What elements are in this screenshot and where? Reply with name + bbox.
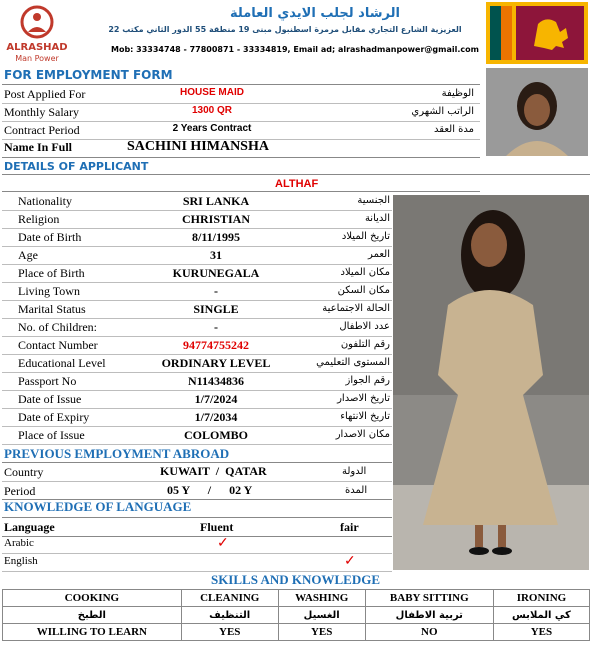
- name-label: Name In Full: [4, 140, 73, 154]
- employment-section-title: FOR EMPLOYMENT FORM: [4, 68, 173, 82]
- fair-header: fair: [340, 520, 359, 534]
- field-value: CHRISTIAN: [181, 212, 250, 226]
- skills-table: [2, 589, 590, 641]
- fluent-check: ✓: [217, 536, 229, 551]
- skill-header: WASHING: [278, 590, 365, 607]
- period-row: [2, 481, 392, 500]
- language-row: [2, 535, 392, 554]
- field-value: 31: [210, 248, 222, 262]
- field-label: Living Town: [18, 284, 80, 298]
- skill-header: IRONING: [493, 590, 589, 607]
- field-label-ar: الحالة الاجتماعية: [322, 303, 390, 314]
- sri-lanka-flag: [486, 2, 588, 64]
- field-label: Post Applied For: [4, 87, 86, 101]
- field-label: Religion: [18, 212, 60, 226]
- field-label-ar: الجنسية: [357, 195, 390, 206]
- field-label: Monthly Salary: [4, 105, 79, 119]
- applicant-row: [2, 372, 392, 391]
- field-value: -: [214, 284, 218, 298]
- name-row: [2, 139, 480, 158]
- period-value: 05 Y / 02 Y: [167, 483, 253, 497]
- applicant-photo-portrait: [486, 68, 588, 156]
- language-name: Arabic: [4, 537, 34, 549]
- employment-row: [2, 85, 480, 104]
- logo-subtext: Man Power: [15, 54, 59, 63]
- skill-header-ar: كي الملابس: [493, 607, 589, 624]
- field-label-ar: الديانة: [364, 213, 390, 224]
- field-label-ar: عدد الاطفال: [339, 321, 390, 332]
- skill-header-ar: تربية الاطفال: [365, 607, 493, 624]
- language-header-label: Language: [4, 520, 55, 534]
- field-label: Marital Status: [18, 302, 86, 316]
- fluent-header: Fluent: [200, 520, 234, 534]
- field-value: 1/7/2024: [194, 392, 238, 406]
- skill-value: YES: [493, 624, 589, 641]
- field-label-ar: مدة العقد: [434, 124, 474, 135]
- field-label: Place of Issue: [18, 428, 85, 442]
- field-value: ORDINARY LEVEL: [161, 356, 271, 370]
- field-value: -: [214, 320, 218, 334]
- applicant-row: [2, 228, 392, 247]
- applicant-row: [2, 210, 392, 229]
- field-value: KURUNEGALA: [172, 266, 260, 280]
- applicant-row: [2, 354, 392, 373]
- field-label-ar: تاريخ الاصدار: [337, 393, 390, 404]
- skill-header: COOKING: [3, 590, 182, 607]
- skill-header-ar: التنظيف: [181, 607, 278, 624]
- language-name: English: [4, 555, 38, 567]
- field-label: Educational Level: [18, 356, 106, 370]
- applicant-row: [2, 390, 392, 409]
- field-label: Date of Expiry: [18, 410, 90, 424]
- field-label-ar: مكان السكن: [337, 285, 390, 296]
- company-address: العزيزية الشارع التجاري مقابل مرمرة اسطنبول مبنى 19 منطقة 55 الدور الثاني مكتب 22: [108, 25, 462, 34]
- field-label: Passport No: [18, 374, 77, 388]
- skill-header-ar: الطبخ: [3, 607, 182, 624]
- field-label-ar: مكان الميلاد: [340, 267, 390, 278]
- field-label-ar: الوظيفة: [441, 88, 474, 99]
- applicant-section-title: DETAILS OF APPLICANT: [4, 160, 149, 173]
- field-value: 1300 QR: [191, 105, 233, 116]
- field-label-ar: رقم الجواز: [345, 375, 390, 386]
- skill-value: NO: [365, 624, 493, 641]
- fair-check: ✓: [344, 554, 356, 569]
- applicant-photo-full: [393, 195, 589, 570]
- country-label-ar: الدولة: [342, 466, 367, 477]
- applicant-row: [2, 426, 392, 445]
- language-section-title: KNOWLEDGE OF LANGUAGE: [4, 499, 192, 514]
- willing-to-learn-label: WILLING TO LEARN: [3, 624, 182, 641]
- skill-header: BABY SITTING: [365, 590, 493, 607]
- field-label: Place of Birth: [18, 266, 85, 280]
- field-label-ar: المستوى التعليمي: [316, 357, 390, 368]
- field-label: Age: [18, 248, 38, 262]
- field-label: No. of Children:: [18, 320, 97, 334]
- field-value: 94774755242: [183, 338, 249, 352]
- field-label-ar: تاريخ الميلاد: [341, 231, 390, 242]
- field-value: SRI LANKA: [182, 194, 250, 208]
- previous-section-title: PREVIOUS EMPLOYMENT ABROAD: [4, 446, 230, 461]
- skill-value: YES: [278, 624, 365, 641]
- language-row: [2, 553, 392, 572]
- skill-value: YES: [181, 624, 278, 641]
- field-label: Date of Birth: [18, 230, 82, 244]
- field-label-ar: الراتب الشهري: [411, 106, 474, 117]
- applicant-row: [2, 246, 392, 265]
- company-contact: Mob: 33334748 - 77800871 - 33334819, Email ad; alrashadmanpower@gmail.com: [111, 45, 479, 54]
- field-value: 2 Years Contract: [172, 123, 252, 134]
- skill-header-ar: الغسيل: [278, 607, 365, 624]
- field-value: 1/7/2034: [194, 410, 238, 424]
- company-logo: [4, 4, 70, 64]
- field-value: COLOMBO: [183, 428, 248, 442]
- period-label: Period: [4, 484, 36, 498]
- applicant-row: [2, 336, 392, 355]
- field-label: Nationality: [18, 194, 72, 208]
- field-label-ar: العمر: [368, 249, 390, 260]
- country-label: Country: [4, 465, 44, 479]
- applicant-row: [2, 282, 392, 301]
- field-value: N11434836: [187, 374, 244, 388]
- field-value: HOUSE MAID: [180, 87, 244, 98]
- field-label-ar: مكان الاصدار: [335, 429, 390, 440]
- period-label-ar: المدة: [345, 485, 368, 496]
- applicant-row: [2, 318, 392, 337]
- language-header-row: [2, 517, 392, 537]
- company-name-ar: الرشاد لجلب الايدي العاملة: [230, 6, 400, 21]
- field-label: Contract Period: [4, 123, 80, 137]
- skills-section-title: SKILLS AND KNOWLEDGE: [210, 572, 381, 587]
- employment-row: [2, 103, 480, 122]
- field-label-ar: رقم التلفون: [340, 339, 390, 350]
- applicant-row: [2, 408, 392, 427]
- field-label: Contact Number: [18, 338, 98, 352]
- name-value: SACHINI HIMANSHA: [127, 139, 269, 154]
- skill-header: CLEANING: [181, 590, 278, 607]
- logo-text: ALRASHAD: [6, 42, 68, 53]
- applicant-row: [2, 192, 392, 211]
- country-row: [2, 463, 392, 482]
- field-label: Date of Issue: [18, 392, 82, 406]
- field-value: SINGLE: [193, 302, 239, 316]
- country-value: KUWAIT / QATAR: [160, 464, 267, 478]
- agent-name: ALTHAF: [275, 178, 319, 190]
- field-label-ar: تاريخ الانتهاء: [340, 411, 390, 422]
- applicant-row: [2, 264, 392, 283]
- field-value: 8/11/1995: [191, 230, 240, 244]
- applicant-row: [2, 300, 392, 319]
- employment-row: [2, 121, 480, 140]
